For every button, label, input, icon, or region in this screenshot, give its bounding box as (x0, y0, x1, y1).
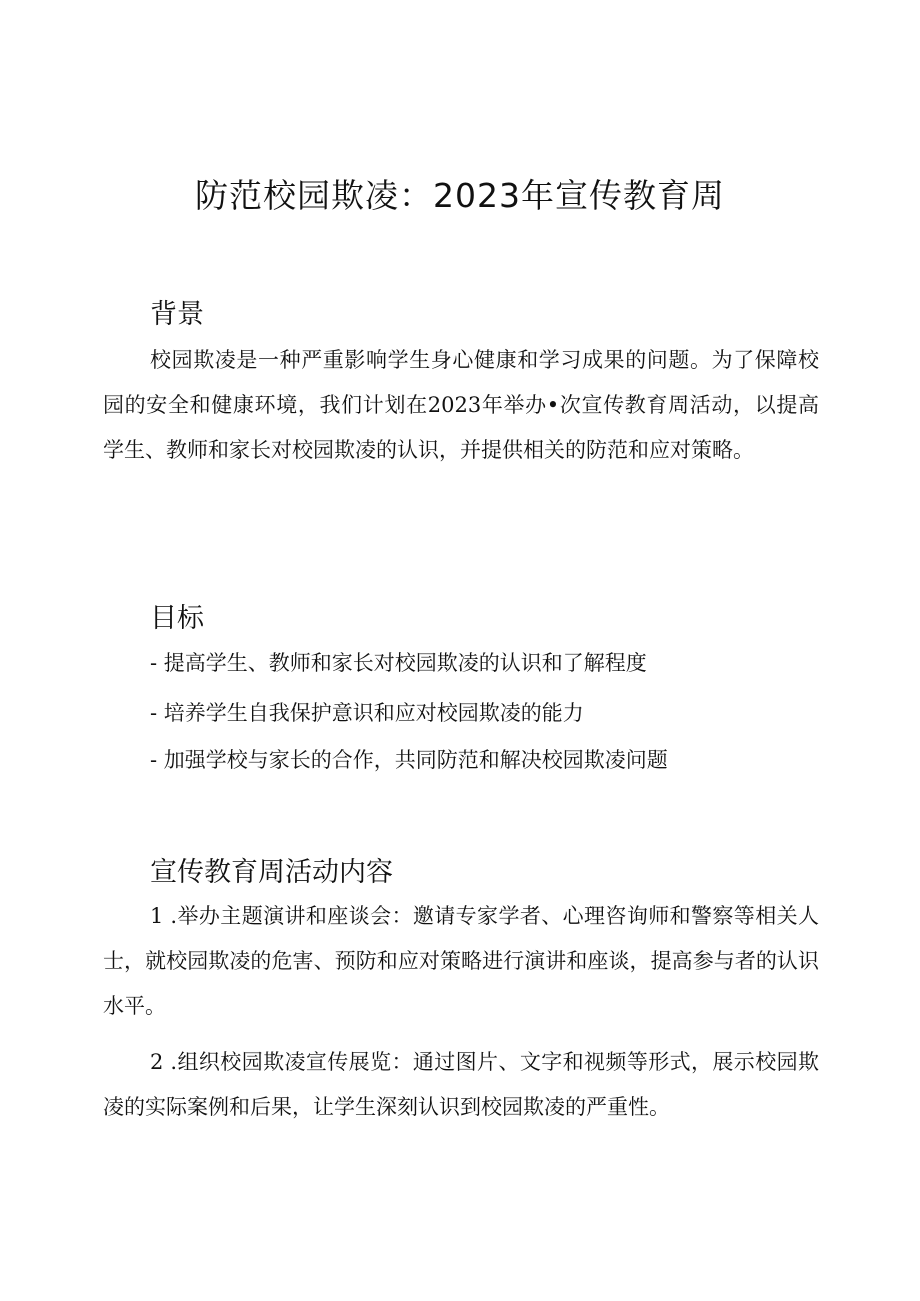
section-heading-background: 背景 (150, 299, 204, 330)
goal-item: - 培养学生自我保护意识和应对校园欺凌的能力 (150, 701, 584, 725)
section-heading-activities: 宣传教育周活动内容 (150, 857, 393, 888)
section-heading-goals: 目标 (150, 603, 204, 634)
activity-item: 1 .举办主题演讲和座谈会：邀请专家学者、心理咨询师和警察等相关人士，就校园欺凌的危害、预防和应对策略进行演讲和座谈，提高参与者的认识水平。 (103, 904, 819, 1018)
background-paragraph: 校园欺凌是一种严重影响学生身心健康和学习成果的问题。为了保障校园的安全和健康环境，我们计划在2023年举办•次宣传教育周活动，以提高学生、教师和家长对校园欺凌的认识，并提供相关的防范和应对策略。 (103, 348, 819, 462)
document-title: 防范校园欺凌：2023年宣传教育周 (195, 176, 725, 215)
goal-item: - 提高学生、教师和家长对校园欺凌的认识和了解程度 (150, 651, 647, 675)
goal-item: - 加强学校与家长的合作，共同防范和解决校园欺凌问题 (150, 748, 668, 772)
activity-item: 2 .组织校园欺凌宣传展览：通过图片、文字和视频等形式，展示校园欺凌的实际案例和后果，让学生深刻认识到校园欺凌的严重性。 (103, 1050, 819, 1119)
